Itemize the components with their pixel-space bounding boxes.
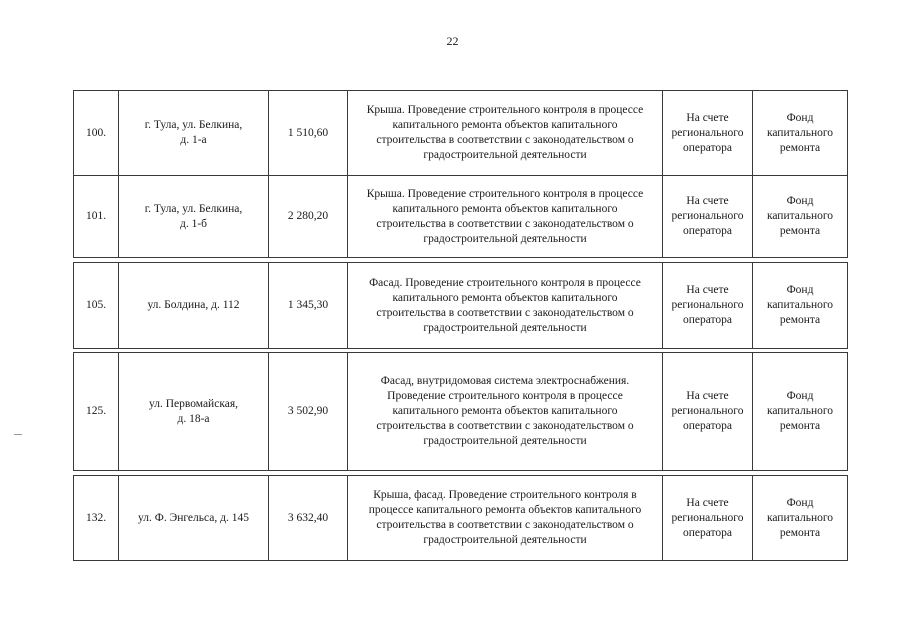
source-line: ремонта <box>779 314 821 326</box>
address-line: г. Тула, ул. Белкина, <box>144 202 243 215</box>
area-cell: 1 510,60 <box>269 91 348 176</box>
table-row <box>73 175 848 258</box>
source-line: Фонд <box>786 390 814 402</box>
work-line: строительства в соответствии с законодательством о <box>376 519 634 531</box>
work-description-cell <box>348 91 663 176</box>
account-line: регионального <box>671 511 744 524</box>
work-line: капитального ремонта объектов капитального <box>392 405 618 417</box>
work-line: строительства в соответствии с законодательством о <box>376 134 634 146</box>
row-number: 100. <box>74 91 119 176</box>
work-line: градостроительной деятельности <box>423 435 587 447</box>
account-cell <box>663 353 753 471</box>
account-line: регионального <box>671 299 744 311</box>
work-line: Крыша. Проведение строительного контроля в процессе <box>366 187 644 200</box>
source-line: капитального <box>766 126 834 139</box>
address-line: д. 18-а <box>177 412 210 425</box>
work-line: Фасад, внутридомовая система электроснабжения. <box>380 375 630 387</box>
work-line: Крыша, фасад. Проведение строительного контроля в <box>373 489 637 501</box>
account-line: На счете <box>686 284 729 296</box>
work-line: капитального ремонта объектов капитального <box>392 119 618 131</box>
area-cell: 1 345,30 <box>269 263 348 349</box>
row-number: 101. <box>74 176 119 258</box>
source-line: ремонта <box>779 225 821 237</box>
source-cell <box>753 176 848 258</box>
account-line: На счете <box>686 111 729 124</box>
area-cell: 2 280,20 <box>269 176 348 258</box>
area-cell: 3 632,40 <box>269 476 348 561</box>
address-line: д. 1-а <box>180 134 207 146</box>
work-line: строительства в соответствии с законодательством о <box>376 217 634 230</box>
source-line: капитального <box>766 210 834 222</box>
address-line: ул. Болдина, д. 112 <box>147 299 240 311</box>
account-line: оператора <box>682 314 733 326</box>
address-cell <box>119 263 269 349</box>
work-line: строительства в соответствии с законодательством о <box>376 306 634 319</box>
account-line: оператора <box>682 526 733 539</box>
account-line: оператора <box>682 420 733 432</box>
work-line: Фасад. Проведение строительного контроля в процессе <box>369 276 641 289</box>
account-cell <box>663 91 753 176</box>
address-cell <box>119 91 269 176</box>
address-cell <box>119 476 269 561</box>
row-number: 125. <box>74 353 119 471</box>
address-cell <box>119 176 269 258</box>
account-line: регионального <box>671 210 744 222</box>
source-line: Фонд <box>786 496 814 509</box>
account-line: На счете <box>686 195 729 207</box>
page-number: 22 <box>446 34 459 48</box>
source-line: ремонта <box>779 420 821 432</box>
source-line: Фонд <box>786 284 814 296</box>
account-line: регионального <box>671 126 744 139</box>
work-line: градостроительной деятельности <box>423 321 587 334</box>
work-line: градостроительной деятельности <box>423 534 587 546</box>
work-line: процессе капитального ремонта объектов капитального <box>368 504 642 516</box>
account-line: оператора <box>682 141 733 154</box>
source-cell <box>753 91 848 176</box>
source-cell <box>753 263 848 349</box>
address-cell <box>119 353 269 471</box>
row-number: 105. <box>74 263 119 349</box>
work-line: градостроительной деятельности <box>423 232 587 245</box>
account-cell <box>663 476 753 561</box>
address-line: г. Тула, ул. Белкина, <box>144 119 243 131</box>
work-description-cell <box>348 263 663 349</box>
account-line: На счете <box>686 496 729 509</box>
account-cell <box>663 263 753 349</box>
work-line: Крыша. Проведение строительного контроля в процессе <box>366 104 644 116</box>
work-description-cell <box>348 353 663 471</box>
account-line: регионального <box>671 405 744 417</box>
address-line: ул. Ф. Энгельса, д. 145 <box>138 511 249 524</box>
area-cell: 3 502,90 <box>269 353 348 471</box>
work-line: строительства в соответствии с законодательством о <box>376 420 634 432</box>
source-line: Фонд <box>786 195 814 207</box>
source-cell <box>753 353 848 471</box>
work-line: капитального ремонта объектов капитального <box>392 202 618 215</box>
work-line: капитального ремонта объектов капитального <box>392 291 618 304</box>
work-description-cell <box>348 176 663 258</box>
source-line: капитального <box>766 405 834 417</box>
account-line: оператора <box>682 225 733 237</box>
source-line: Фонд <box>786 111 814 124</box>
source-line: ремонта <box>779 526 821 539</box>
work-line: градостроительной деятельности <box>423 149 587 161</box>
margin-mark <box>14 434 22 435</box>
source-line: капитального <box>766 511 834 524</box>
row-number: 132. <box>74 476 119 561</box>
table-row <box>73 90 848 176</box>
table-row <box>73 262 848 349</box>
table-row <box>73 352 848 471</box>
source-line: ремонта <box>779 141 821 154</box>
work-line: Проведение строительного контроля в процессе <box>387 390 623 402</box>
address-line: д. 1-б <box>179 217 208 230</box>
source-line: капитального <box>766 299 834 311</box>
table-row <box>73 475 848 561</box>
source-cell <box>753 476 848 561</box>
account-line: На счете <box>686 390 729 402</box>
account-cell <box>663 176 753 258</box>
work-description-cell <box>348 476 663 561</box>
address-line: ул. Первомайская, <box>148 397 239 410</box>
